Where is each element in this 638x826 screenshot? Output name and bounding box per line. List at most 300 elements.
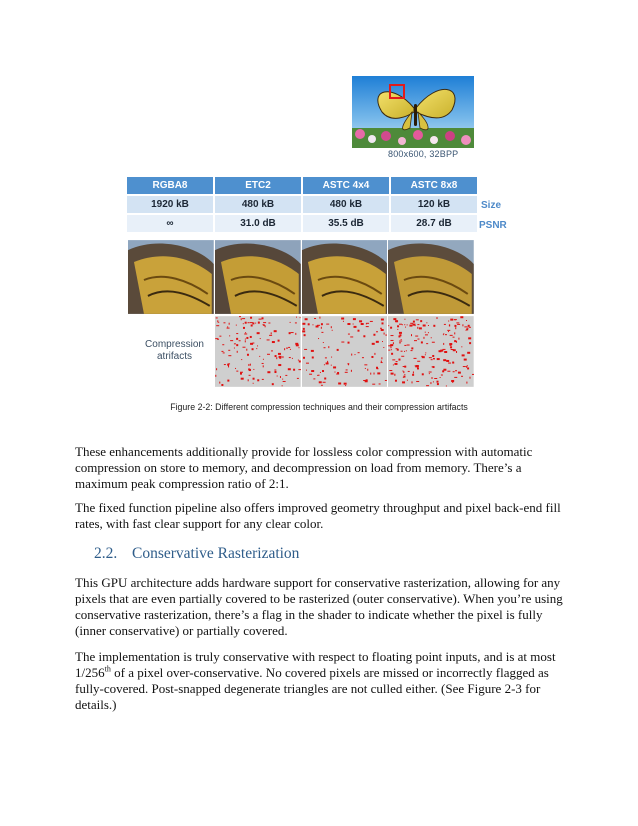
- artifact-speck: [413, 321, 415, 323]
- artifact-speck: [412, 374, 414, 376]
- artifact-speck: [245, 340, 246, 342]
- artifact-speck: [422, 356, 425, 358]
- artifact-speck: [359, 320, 362, 322]
- artifact-speck: [370, 373, 371, 375]
- artifact-speck: [374, 353, 375, 355]
- artifact-speck: [218, 322, 219, 323]
- artifact-speck: [331, 357, 332, 358]
- artifact-speck: [245, 332, 246, 333]
- artifact-speck: [466, 320, 467, 321]
- artifact-speck: [380, 362, 382, 363]
- artifact-speck: [436, 318, 438, 319]
- artifact-speck: [428, 325, 429, 326]
- artifact-speck: [267, 354, 270, 355]
- artifact-speck: [243, 323, 244, 324]
- table-row-psnr: [127, 214, 477, 232]
- artifact-speck: [363, 335, 365, 337]
- artifact-speck: [322, 382, 325, 383]
- artifact-speck: [399, 335, 401, 337]
- artifact-speck: [248, 379, 249, 381]
- artifact-speck: [297, 378, 299, 379]
- artifact-speck: [257, 379, 259, 381]
- artifact-speck: [269, 335, 272, 336]
- artifact-image-row: [215, 316, 474, 387]
- artifact-speck: [425, 332, 426, 333]
- artifact-speck: [405, 319, 406, 320]
- artifact-speck: [445, 334, 447, 335]
- artifact-speck: [429, 357, 432, 358]
- table-header-cell: ASTC 8x8: [390, 177, 477, 195]
- artifact-speck: [230, 340, 233, 341]
- artifact-speck: [405, 374, 406, 375]
- artifact-speck: [470, 377, 471, 379]
- artifact-speck: [468, 327, 469, 328]
- butterfly-image: [352, 76, 474, 148]
- artifact-speck: [325, 357, 327, 358]
- artifact-speck: [263, 322, 266, 323]
- artifact-speck: [336, 374, 339, 375]
- artifact-speck: [262, 379, 264, 380]
- artifact-speck: [298, 360, 299, 361]
- artifact-speck: [343, 383, 346, 385]
- artifact-speck: [381, 357, 382, 359]
- artifact-speck: [425, 334, 428, 335]
- artifact-speck: [245, 322, 247, 324]
- artifact-speck: [237, 351, 238, 353]
- artifact-speck: [227, 364, 229, 366]
- artifact-speck: [313, 378, 315, 379]
- artifact-speck: [351, 370, 352, 372]
- artifact-speck: [278, 353, 281, 355]
- artifact-speck: [272, 383, 274, 385]
- artifact-speck: [450, 343, 453, 345]
- artifact-speck: [306, 363, 309, 364]
- artifact-speck: [431, 382, 432, 384]
- artifact-speck: [402, 324, 403, 325]
- artifact-speck: [391, 349, 392, 350]
- artifact-speck: [383, 347, 384, 348]
- artifact-speck: [267, 371, 270, 373]
- artifact-speck: [394, 318, 397, 320]
- crop-image-row: [128, 240, 474, 314]
- artifact-speck: [348, 334, 350, 335]
- artifact-speck: [405, 327, 406, 328]
- artifact-speck: [268, 323, 270, 324]
- artifact-speck: [395, 380, 397, 382]
- artifact-speck: [395, 375, 396, 376]
- artifact-speck: [278, 364, 281, 366]
- artifact-speck: [448, 331, 449, 332]
- artifact-speck: [302, 328, 304, 330]
- artifact-speck: [426, 385, 429, 386]
- artifact-speck: [466, 366, 467, 368]
- artifact-label: [132, 339, 217, 363]
- artifact-speck: [396, 361, 398, 362]
- paragraph-fixed-function-pipeline: The fixed function pipeline also offers improved geometry throughput and pixel back-end fill rates, with fast clear support for any clear color.: [75, 500, 561, 531]
- artifact-speck: [380, 328, 382, 329]
- artifact-speck: [469, 342, 471, 344]
- artifact-speck: [275, 355, 277, 357]
- artifact-speck: [391, 335, 394, 336]
- artifact-speck: [304, 318, 307, 320]
- artifact-speck: [298, 347, 299, 348]
- artifact-speck: [251, 325, 253, 327]
- artifact-speck: [437, 358, 440, 360]
- artifact-speck: [271, 332, 272, 334]
- paragraph-text: The implementation is truly conservative with respect to floating point inputs, and is at most 1/256: [75, 649, 556, 680]
- artifact-speck: [307, 323, 309, 325]
- table-cell: 31.0 dB: [214, 214, 302, 232]
- artifact-image-astc-4x4: [302, 316, 388, 387]
- table-cell: 28.7 dB: [390, 214, 477, 232]
- artifact-speck: [274, 330, 277, 332]
- artifact-speck: [389, 325, 390, 326]
- artifact-speck: [345, 385, 346, 386]
- artifact-speck: [263, 325, 265, 326]
- artifact-speck: [245, 339, 246, 340]
- artifact-speck: [452, 362, 454, 364]
- artifact-speck: [414, 358, 417, 359]
- artifact-speck: [259, 319, 262, 320]
- artifact-speck: [290, 349, 291, 350]
- artifact-speck: [365, 326, 368, 327]
- artifact-speck: [434, 359, 435, 360]
- artifact-speck: [434, 325, 436, 327]
- artifact-speck: [250, 317, 252, 319]
- artifact-speck: [250, 364, 251, 366]
- artifact-speck: [234, 348, 235, 349]
- artifact-speck: [370, 321, 373, 322]
- artifact-speck: [403, 366, 406, 367]
- artifact-speck: [413, 371, 414, 373]
- artifact-speck: [456, 351, 457, 353]
- artifact-speck: [393, 359, 396, 360]
- artifact-speck: [248, 368, 250, 370]
- artifact-speck: [385, 335, 387, 336]
- artifact-speck: [320, 372, 321, 373]
- artifact-speck: [217, 320, 218, 322]
- artifact-speck: [344, 372, 347, 373]
- artifact-speck: [415, 325, 416, 326]
- artifact-speck: [444, 333, 445, 334]
- paragraph-color-compression: These enhancements additionally provide for lossless color compression with automatic compression on store to memory, and decompression on load from memory. There’s a maximum peak compression ratio of 2:1.: [75, 444, 533, 491]
- artifact-speck: [240, 372, 243, 373]
- artifact-speck: [452, 380, 455, 382]
- table-cell: 1920 kB: [127, 195, 214, 214]
- artifact-speck: [455, 325, 457, 327]
- artifact-speck: [360, 323, 363, 325]
- artifact-speck: [398, 329, 399, 330]
- artifact-speck: [451, 319, 454, 321]
- artifact-speck: [322, 342, 323, 343]
- table-header-cell: ETC2: [214, 177, 302, 195]
- artifact-speck: [246, 349, 247, 351]
- artifact-speck: [397, 320, 398, 322]
- artifact-speck: [455, 370, 457, 371]
- table-cell: 35.5 dB: [302, 214, 390, 232]
- artifact-speck: [322, 370, 324, 372]
- artifact-speck: [351, 354, 352, 356]
- artifact-speck: [403, 371, 404, 372]
- artifact-speck: [334, 372, 335, 373]
- artifact-speck: [324, 364, 325, 365]
- artifact-speck: [298, 369, 300, 370]
- artifact-speck: [241, 318, 242, 320]
- artifact-speck: [448, 363, 451, 364]
- artifact-speck: [444, 359, 447, 361]
- artifact-speck: [306, 370, 307, 371]
- artifact-speck: [416, 319, 419, 320]
- artifact-speck: [465, 326, 468, 327]
- artifact-speck: [219, 336, 221, 337]
- artifact-speck: [227, 380, 229, 382]
- artifact-speck: [257, 345, 258, 346]
- artifact-speck: [288, 347, 290, 348]
- artifact-speck: [296, 344, 299, 346]
- artifact-speck: [341, 318, 344, 320]
- artifact-speck: [439, 350, 442, 352]
- artifact-speck: [292, 358, 293, 359]
- artifact-speck: [228, 365, 229, 367]
- artifact-speck: [467, 367, 469, 369]
- artifact-speck: [463, 366, 466, 367]
- artifact-speck: [421, 320, 423, 322]
- artifact-speck: [446, 385, 447, 386]
- artifact-speck: [323, 347, 325, 348]
- artifact-speck: [311, 356, 313, 358]
- artifact-speck: [221, 384, 223, 386]
- artifact-speck: [433, 381, 434, 382]
- artifact-speck: [244, 333, 247, 334]
- artifact-speck: [444, 343, 445, 345]
- crop-image-astc-8x8: [388, 240, 474, 314]
- artifact-speck: [447, 360, 450, 362]
- artifact-speck: [469, 327, 471, 328]
- artifact-speck: [262, 317, 264, 319]
- artifact-speck: [317, 375, 318, 376]
- artifact-speck: [303, 334, 305, 336]
- artifact-speck: [455, 332, 456, 334]
- artifact-speck: [277, 376, 278, 377]
- artifact-speck: [467, 365, 468, 366]
- artifact-speck: [263, 359, 264, 360]
- artifact-speck: [453, 371, 455, 372]
- artifact-speck: [400, 341, 403, 342]
- artifact-speck: [324, 378, 326, 380]
- artifact-speck: [469, 337, 472, 339]
- artifact-speck: [253, 378, 255, 380]
- artifact-speck: [303, 357, 305, 359]
- artifact-speck: [457, 322, 460, 323]
- artifact-speck: [247, 354, 249, 356]
- artifact-speck: [405, 345, 407, 346]
- artifact-speck: [390, 370, 393, 371]
- artifact-speck: [381, 322, 383, 324]
- artifact-speck: [459, 338, 460, 340]
- artifact-image-etc2: [215, 316, 301, 387]
- artifact-speck: [299, 360, 301, 362]
- artifact-speck: [464, 359, 467, 361]
- artifact-speck: [321, 385, 323, 386]
- artifact-speck: [414, 340, 417, 341]
- artifact-speck: [248, 364, 249, 366]
- artifact-speck: [367, 369, 368, 371]
- artifact-speck: [448, 330, 451, 331]
- artifact-speck: [224, 364, 226, 365]
- artifact-speck: [296, 317, 297, 318]
- artifact-image-astc-8x8: [388, 316, 474, 387]
- artifact-speck: [467, 382, 468, 384]
- artifact-speck: [276, 357, 277, 359]
- artifact-speck: [236, 371, 238, 372]
- crop-image-etc2: [215, 240, 301, 314]
- artifact-speck: [421, 341, 423, 343]
- artifact-speck: [347, 342, 349, 344]
- artifact-speck: [216, 317, 218, 318]
- artifact-speck: [437, 381, 439, 383]
- artifact-speck: [407, 380, 408, 381]
- artifact-speck: [407, 324, 408, 325]
- artifact-speck: [282, 379, 283, 380]
- table-header-cell: ASTC 4x4: [302, 177, 390, 195]
- artifact-speck: [282, 385, 283, 386]
- artifact-speck: [286, 348, 288, 349]
- artifact-speck: [284, 348, 285, 350]
- artifact-speck: [402, 381, 405, 383]
- artifact-speck: [404, 371, 405, 373]
- artifact-speck: [426, 343, 428, 344]
- artifact-speck: [404, 351, 405, 352]
- artifact-speck: [385, 380, 387, 381]
- artifact-speck: [419, 327, 422, 329]
- artifact-speck: [418, 361, 421, 362]
- crop-image-astc-4x4: [302, 240, 388, 314]
- artifact-speck: [378, 383, 380, 384]
- artifact-speck: [228, 355, 231, 356]
- artifact-speck: [424, 337, 425, 339]
- artifact-speck: [449, 321, 450, 322]
- artifact-speck: [352, 324, 353, 325]
- artifact-speck: [285, 375, 287, 376]
- artifact-label-text: Compression atrifacts: [145, 339, 204, 362]
- artifact-speck: [443, 334, 444, 335]
- size-row-label: Size: [481, 200, 502, 211]
- artifact-speck: [410, 325, 413, 327]
- artifact-speck: [380, 329, 383, 331]
- artifact-speck: [304, 349, 307, 350]
- artifact-speck: [336, 349, 338, 351]
- artifact-speck: [259, 356, 260, 357]
- artifact-speck: [215, 375, 216, 377]
- artifact-speck: [311, 370, 314, 372]
- artifact-speck: [222, 344, 224, 345]
- artifact-speck: [454, 340, 456, 342]
- artifact-speck: [391, 344, 394, 346]
- artifact-speck: [412, 381, 413, 383]
- artifact-speck: [443, 349, 446, 350]
- artifact-speck: [366, 323, 367, 324]
- artifact-speck: [256, 348, 257, 349]
- artifact-speck: [372, 384, 375, 385]
- artifact-speck: [433, 355, 435, 357]
- artifact-speck: [402, 356, 405, 357]
- artifact-speck: [468, 325, 470, 327]
- artifact-speck: [216, 368, 217, 370]
- artifact-speck: [321, 332, 323, 333]
- artifact-speck: [216, 325, 219, 326]
- section-title: Conservative Rasterization: [132, 545, 300, 562]
- artifact-speck: [326, 324, 329, 325]
- compression-comparison-table: [127, 177, 477, 232]
- artifact-speck: [242, 347, 245, 348]
- paragraph-text: of a pixel over-conservative. No covered pixels are missed or incorrectly flagged as fully-covered. Post-snapped degenerate triangles are not culled either. (See Figure 2-3 for details.): [75, 665, 549, 712]
- artifact-speck: [318, 338, 319, 339]
- artifact-speck: [458, 372, 461, 374]
- artifact-speck: [362, 357, 364, 358]
- artifact-speck: [433, 366, 435, 368]
- artifact-speck: [417, 367, 419, 369]
- artifact-speck: [279, 357, 281, 359]
- artifact-speck: [288, 368, 291, 370]
- artifact-speck: [223, 322, 225, 323]
- artifact-speck: [250, 336, 252, 338]
- artifact-speck: [425, 354, 426, 355]
- artifact-speck: [399, 332, 402, 334]
- artifact-speck: [278, 340, 280, 342]
- artifact-speck: [314, 318, 316, 319]
- artifact-speck: [341, 342, 344, 343]
- artifact-speck: [348, 363, 349, 365]
- artifact-speck: [321, 323, 323, 325]
- figure-caption: Figure 2-2: Different compression techniques and their compression artifacts: [170, 402, 468, 412]
- artifact-speck: [395, 363, 398, 365]
- superscript: th: [104, 664, 111, 674]
- artifact-speck: [456, 341, 457, 343]
- table-header-row: [127, 177, 477, 195]
- artifact-speck: [353, 326, 356, 328]
- artifact-speck: [412, 347, 414, 349]
- artifact-speck: [255, 323, 256, 324]
- artifact-speck: [441, 375, 443, 376]
- paragraph-implementation: [75, 649, 569, 713]
- table-cell: 120 kB: [390, 195, 477, 214]
- artifact-speck: [445, 351, 448, 353]
- artifact-speck: [357, 330, 359, 332]
- artifact-speck: [282, 356, 283, 358]
- artifact-speck: [280, 376, 281, 378]
- crop-image-rgba8: [128, 240, 214, 314]
- artifact-speck: [406, 350, 407, 351]
- artifact-speck: [431, 359, 433, 360]
- artifact-speck: [250, 322, 253, 323]
- artifact-speck: [347, 323, 350, 325]
- image-resolution-caption: 800x600, 32BPP: [388, 149, 459, 159]
- artifact-speck: [417, 381, 420, 382]
- artifact-speck: [302, 323, 305, 325]
- table-row-size: [127, 195, 477, 214]
- artifact-speck: [391, 340, 394, 341]
- artifact-speck: [243, 327, 245, 329]
- artifact-speck: [267, 339, 270, 340]
- artifact-speck: [295, 322, 297, 323]
- artifact-speck: [382, 341, 383, 342]
- artifact-speck: [252, 343, 254, 344]
- artifact-speck: [373, 373, 374, 375]
- artifact-speck: [291, 332, 294, 333]
- artifact-speck: [364, 380, 367, 382]
- artifact-speck: [317, 325, 320, 326]
- artifact-speck: [289, 357, 291, 358]
